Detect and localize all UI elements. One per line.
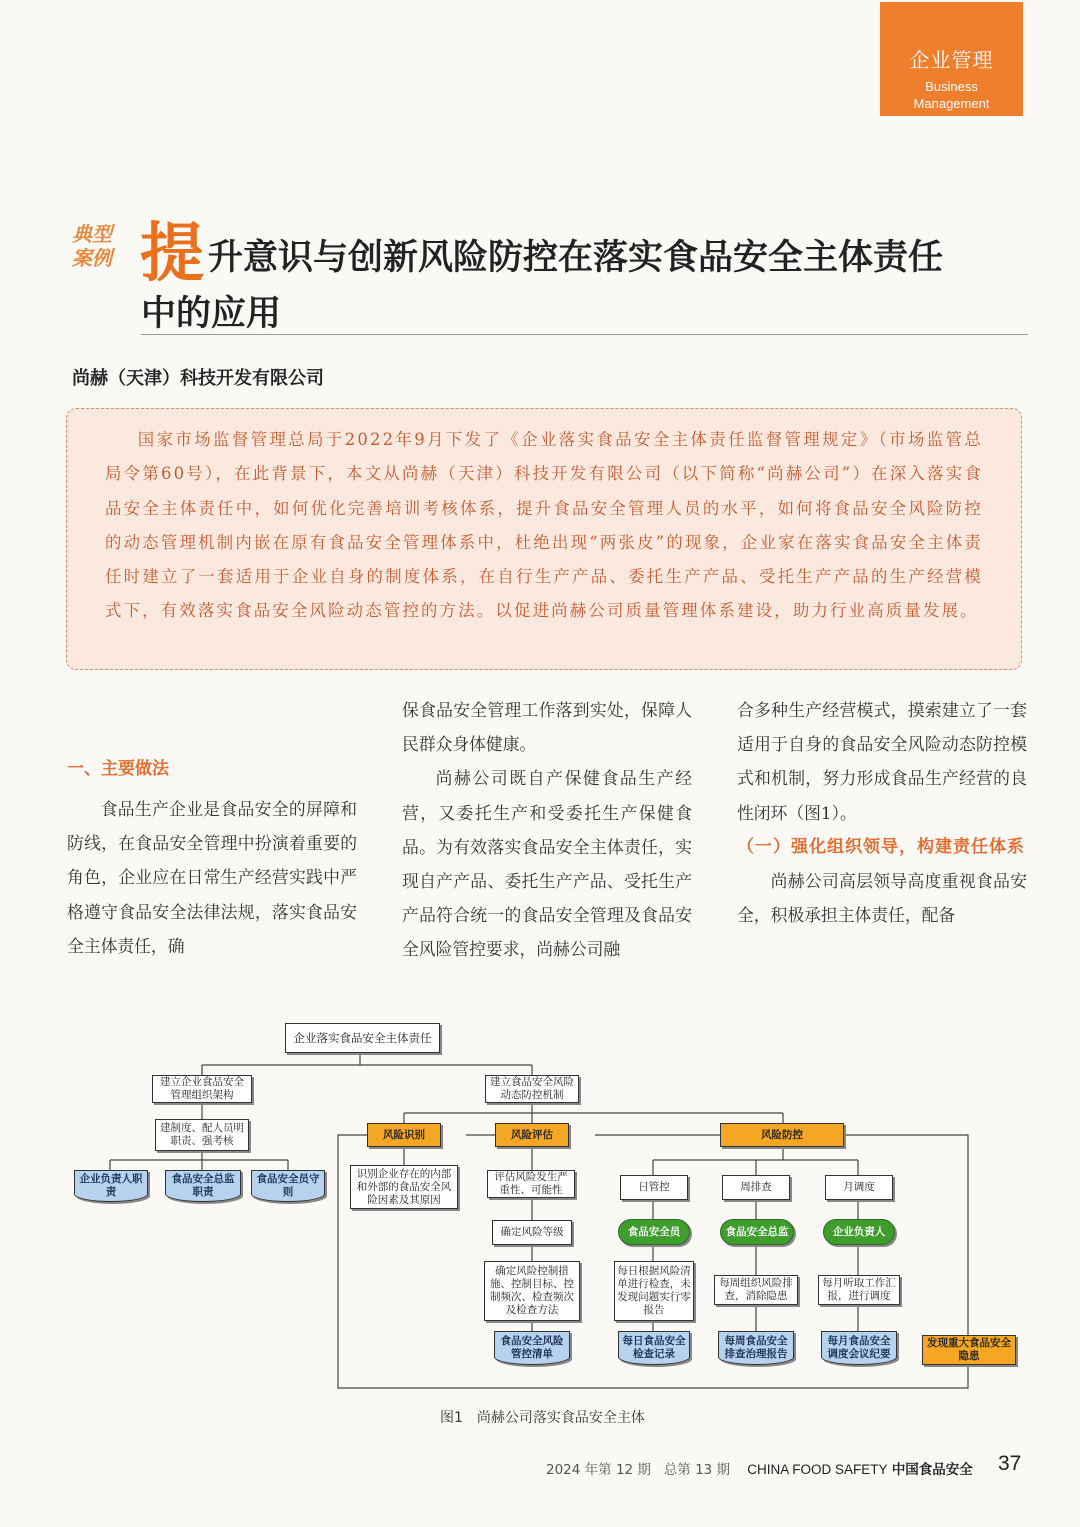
- flow-risk-identify: 风险识别: [367, 1123, 441, 1147]
- flowchart-figure: [60, 1015, 1030, 1405]
- flow-monthly-desc: 每月听取工作汇报，进行调度: [818, 1275, 900, 1305]
- flow-director-role: 食品安全总监: [720, 1219, 794, 1245]
- section-tag-zh: 企业管理: [909, 48, 994, 72]
- page-number: 37: [998, 1452, 1022, 1475]
- paragraph: 保食品安全管理工作落到实处，保障人民群众身体健康。: [402, 700, 692, 755]
- flow-checklist: 食品安全风险管控清单: [494, 1331, 570, 1365]
- flow-org-node: 建立企业食品安全管理组织架构: [152, 1075, 252, 1103]
- flow-control-measures: 确定风险控制措施、控制目标、控制频次、检查频次及检查方法: [484, 1261, 580, 1321]
- section-tag-en-2: Management: [913, 96, 990, 111]
- case-label-line2: 案例: [72, 246, 112, 270]
- flow-monthly: 月调度: [825, 1175, 893, 1200]
- footer-issue: 2024 年第 12 期: [546, 1462, 651, 1478]
- article-title-line1: 升意识与创新风险防控在落实食品安全主体责任: [208, 238, 944, 278]
- article-title-line2: 中的应用: [141, 294, 282, 334]
- subsection-heading-1: （一）强化组织领导，构建责任体系: [737, 836, 1025, 857]
- title-initial: 提: [140, 217, 204, 291]
- flow-identify-desc: 识别企业存在的内部和外部的食品安全风险因素及其原因: [350, 1165, 458, 1209]
- page-footer: [546, 1452, 1026, 1478]
- section-tag: [880, 2, 1023, 116]
- abstract-text: 国家市场监督管理总局于2022年9月下发了《企业落实食品安全主体责任监督管理规定》（市场监管总局令第60号），在此背景下，本文从尚赫（天津）科技开发有限公司（以下简称“尚赫公司”）在深入落实食品安全主体责任中，如何优化完善培训考核体系，提升食品安全管理人员的水平，如何将食品安全风险防控的动态管理机制内嵌在原有食品安全管理体系中，杜绝出现“两张皮”的现象，企业家在落实食品安全主体责任时建立了一套适用于企业自身的制度体系，在自行生产产品、委托生产产品、受托生产产品的生产经营模式下，有效落实食品安全风险动态管控的方法。以促进尚赫公司质量管理体系建设，助力行业高质量发展。: [105, 430, 983, 621]
- paragraph: 尚赫公司既自产保健食品生产经营，又委托生产和受委托生产保健食品。为有效落实食品安全主体责任，实现自产产品、委托生产产品、受托生产产品符合统一的食品安全管理及食品安全风险管控要求，尚赫公司融: [402, 768, 692, 960]
- section-tag-en-1: Business: [925, 79, 978, 94]
- case-label-line1: 典型: [72, 222, 112, 246]
- body-column-2: [402, 693, 692, 967]
- body-column-3: [737, 693, 1027, 932]
- flow-weekly: 周排查: [722, 1175, 790, 1200]
- author-company: 尚赫（天津）科技开发有限公司: [72, 368, 324, 389]
- flow-risk-assess: 风险评估: [495, 1123, 569, 1147]
- title-divider: [141, 334, 1028, 335]
- body-column-1: [67, 752, 357, 963]
- paragraph: 尚赫公司高层领导高度重视食品安全，积极承担主体责任，配备: [737, 871, 1027, 926]
- flow-weekly-desc: 每周组织风险排查，消除隐患: [714, 1275, 798, 1305]
- flow-daily-desc: 每日根据风险清单进行检查，未发现问题实行零报告: [614, 1261, 694, 1321]
- flow-role-officer: 食品安全员守则: [251, 1170, 325, 1202]
- section-heading-1: 一、主要做法: [67, 759, 169, 779]
- footer-brand-en: CHINA FOOD SAFETY: [747, 1462, 888, 1477]
- flow-officer-role: 食品安全员: [618, 1219, 690, 1245]
- figure-caption: 图1 尚赫公司落实食品安全主体: [440, 1410, 645, 1426]
- case-label: [72, 222, 128, 270]
- footer-total-issue: 总第 13 期: [663, 1462, 731, 1478]
- flow-mechanism-node: 建立食品安全风险动态防控机制: [485, 1075, 579, 1103]
- flow-weekly-report: 每周食品安全排查治理报告: [718, 1331, 794, 1365]
- paragraph: 合多种生产经营模式，摸索建立了一套适用于自身的食品安全风险动态防控模式和机制，努力形成食品生产经营的良性闭环（图1）。: [737, 700, 1027, 823]
- flow-role-head: 企业负责人职责: [74, 1170, 148, 1202]
- flow-head-role: 企业负责人: [823, 1219, 895, 1245]
- flow-major-hazard: 发现重大食品安全隐患: [922, 1335, 1016, 1365]
- flow-top-node: 企业落实食品安全主体责任: [285, 1023, 440, 1053]
- paragraph: 食品生产企业是食品安全的屏障和防线，在食品安全管理中扮演着重要的角色，企业应在日常生产经营实践中严格遵守食品安全法律法规，落实食品安全主体责任，确: [67, 799, 357, 956]
- flow-daily: 日管控: [620, 1175, 688, 1200]
- abstract-box: [66, 408, 1022, 670]
- flow-risk-control: 风险防控: [720, 1123, 844, 1147]
- flow-risk-level: 确定风险等级: [492, 1220, 572, 1245]
- footer-brand-zh: 中国食品安全: [891, 1462, 973, 1478]
- flow-assess-desc: 评估风险发生严重性、可能性: [487, 1170, 575, 1198]
- flow-role-director: 食品安全总监职责: [165, 1170, 241, 1202]
- flow-monthly-minutes: 每月食品安全调度会议纪要: [821, 1331, 897, 1365]
- flow-system-node: 建制度、配人员明职责、强考核: [155, 1119, 249, 1151]
- flow-daily-record: 每日食品安全检查记录: [618, 1331, 690, 1365]
